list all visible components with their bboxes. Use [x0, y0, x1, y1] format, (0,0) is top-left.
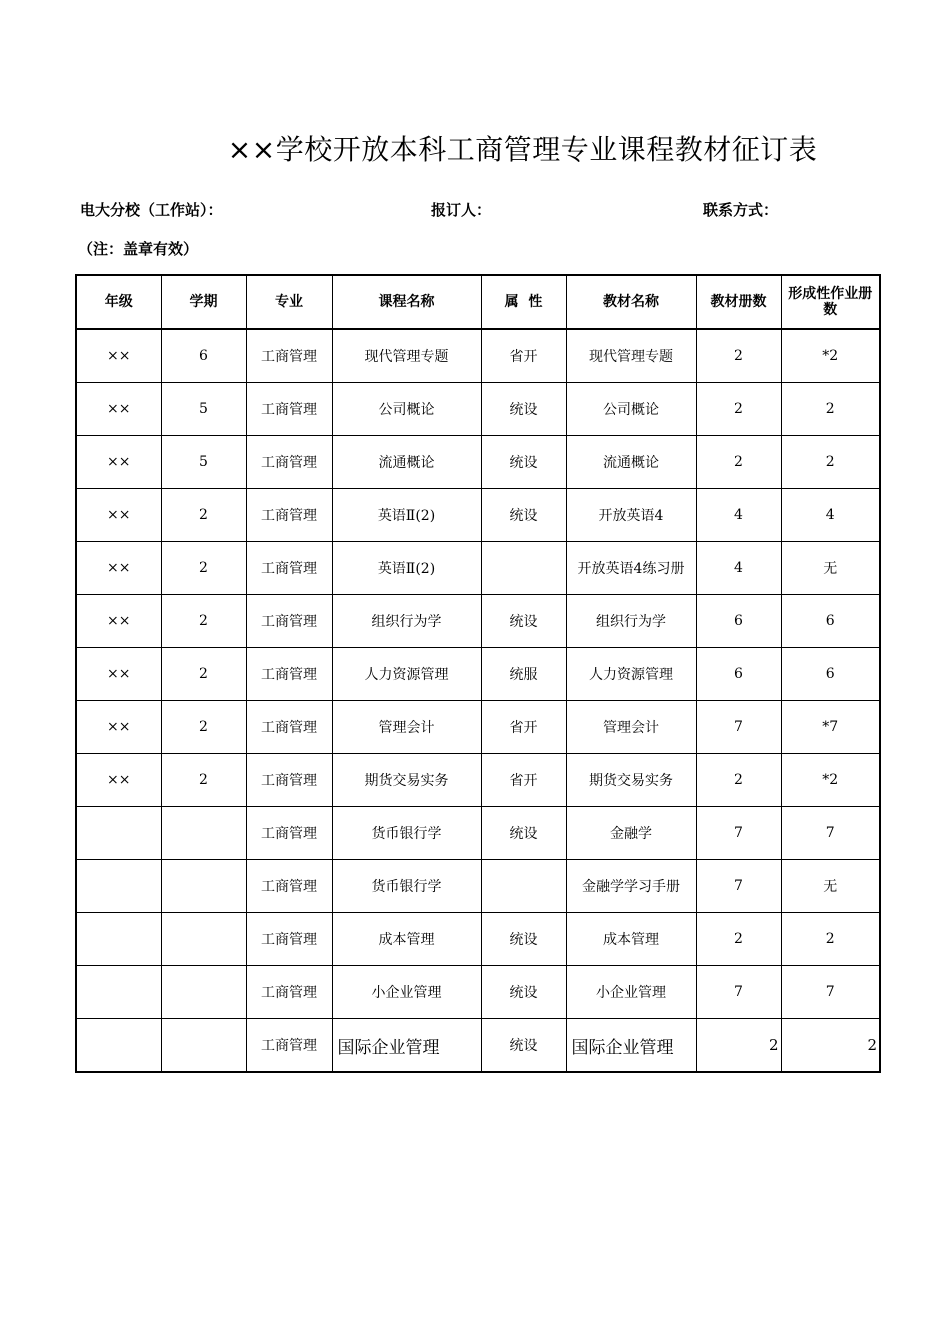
- cell-attribute: 统设: [481, 966, 566, 1019]
- cell-grade: ××: [76, 542, 161, 595]
- cell-grade: ××: [76, 648, 161, 701]
- table-row: [76, 860, 880, 913]
- cell-major: 工商管理: [246, 648, 332, 701]
- cell-major: 工商管理: [246, 383, 332, 436]
- cell-textbook-count: 2: [696, 754, 781, 807]
- cell-major: 工商管理: [246, 329, 332, 383]
- cell-textbook-name: 管理会计: [566, 701, 696, 754]
- cell-textbook-name: 金融学: [566, 807, 696, 860]
- cell-textbook-count: 2: [696, 913, 781, 966]
- cell-attribute: 统设: [481, 436, 566, 489]
- cell-homework-count: 2: [781, 383, 880, 436]
- contact-label: 联系方式：: [703, 201, 779, 219]
- cell-textbook-name: 流通概论: [566, 436, 696, 489]
- cell-course-name: 小企业管理: [332, 966, 481, 1019]
- cell-textbook-count: 2: [696, 383, 781, 436]
- table-row: [76, 383, 880, 436]
- cell-homework-count: 6: [781, 595, 880, 648]
- cell-textbook-count: 7: [696, 966, 781, 1019]
- cell-textbook-name: 成本管理: [566, 913, 696, 966]
- cell-homework-count: 无: [781, 860, 880, 913]
- cell-course-name: 国际企业管理: [332, 1019, 481, 1073]
- cell-course-name: 人力资源管理: [332, 648, 481, 701]
- cell-grade: ××: [76, 489, 161, 542]
- header-textbook-count: 教材册数: [696, 275, 781, 329]
- cell-homework-count: *2: [781, 329, 880, 383]
- table-row: [76, 595, 880, 648]
- cell-attribute: 统设: [481, 913, 566, 966]
- cell-major: 工商管理: [246, 436, 332, 489]
- header-course-name: 课程名称: [332, 275, 481, 329]
- cell-attribute: 统设: [481, 489, 566, 542]
- cell-attribute: 统设: [481, 595, 566, 648]
- cell-course-name: 现代管理专题: [332, 329, 481, 383]
- cell-textbook-count: 7: [696, 807, 781, 860]
- cell-major: 工商管理: [246, 913, 332, 966]
- cell-attribute: [481, 542, 566, 595]
- cell-textbook-name: 组织行为学: [566, 595, 696, 648]
- cell-textbook-count: 6: [696, 595, 781, 648]
- cell-grade: [76, 966, 161, 1019]
- table-row: [76, 1019, 880, 1073]
- cell-attribute: 省开: [481, 329, 566, 383]
- table-row: [76, 913, 880, 966]
- header-attribute: 属 性: [481, 275, 566, 329]
- cell-attribute: 省开: [481, 701, 566, 754]
- cell-attribute: 省开: [481, 754, 566, 807]
- order-table: [75, 274, 881, 1073]
- cell-textbook-count: 2: [696, 1019, 781, 1073]
- cell-textbook-name: 开放英语4练习册: [566, 542, 696, 595]
- cell-semester: [161, 1019, 246, 1073]
- cell-textbook-name: 公司概论: [566, 383, 696, 436]
- cell-textbook-name: 开放英语4: [566, 489, 696, 542]
- cell-course-name: 成本管理: [332, 913, 481, 966]
- cell-grade: ××: [76, 436, 161, 489]
- cell-semester: 2: [161, 701, 246, 754]
- cell-course-name: 期货交易实务: [332, 754, 481, 807]
- cell-course-name: 组织行为学: [332, 595, 481, 648]
- cell-major: 工商管理: [246, 701, 332, 754]
- header-major: 专业: [246, 275, 332, 329]
- cell-textbook-name: 金融学学习手册: [566, 860, 696, 913]
- cell-course-name: 英语Ⅱ(2): [332, 489, 481, 542]
- station-label: 电大分校（工作站）：: [80, 201, 223, 219]
- cell-semester: 2: [161, 648, 246, 701]
- cell-homework-count: 2: [781, 436, 880, 489]
- cell-semester: [161, 913, 246, 966]
- cell-textbook-count: 2: [696, 329, 781, 383]
- header-grade: 年级: [76, 275, 161, 329]
- table-row: [76, 329, 880, 383]
- cell-major: 工商管理: [246, 595, 332, 648]
- cell-major: 工商管理: [246, 542, 332, 595]
- cell-course-name: 公司概论: [332, 383, 481, 436]
- cell-major: 工商管理: [246, 489, 332, 542]
- cell-semester: 5: [161, 436, 246, 489]
- cell-textbook-name: 期货交易实务: [566, 754, 696, 807]
- cell-course-name: 货币银行学: [332, 807, 481, 860]
- cell-major: 工商管理: [246, 966, 332, 1019]
- table-row: [76, 754, 880, 807]
- cell-homework-count: *2: [781, 754, 880, 807]
- cell-grade: ××: [76, 754, 161, 807]
- cell-textbook-count: 2: [696, 436, 781, 489]
- cell-homework-count: 7: [781, 807, 880, 860]
- cell-grade: [76, 860, 161, 913]
- table-row: [76, 701, 880, 754]
- table-row: [76, 436, 880, 489]
- cell-semester: 2: [161, 595, 246, 648]
- cell-semester: 2: [161, 754, 246, 807]
- cell-textbook-name: 人力资源管理: [566, 648, 696, 701]
- table-header-row: [76, 275, 880, 329]
- cell-attribute: [481, 860, 566, 913]
- cell-homework-count: 4: [781, 489, 880, 542]
- cell-major: 工商管理: [246, 1019, 332, 1073]
- cell-semester: 2: [161, 489, 246, 542]
- cell-textbook-name: 现代管理专题: [566, 329, 696, 383]
- cell-course-name: 管理会计: [332, 701, 481, 754]
- cell-grade: ××: [76, 383, 161, 436]
- table-row: [76, 648, 880, 701]
- cell-major: 工商管理: [246, 860, 332, 913]
- cell-grade: [76, 807, 161, 860]
- cell-homework-count: 2: [781, 1019, 880, 1073]
- header-homework-count: 形成性作业册数: [781, 275, 880, 329]
- cell-grade: [76, 913, 161, 966]
- seal-note: （注：盖章有效）: [78, 240, 199, 258]
- cell-grade: ××: [76, 701, 161, 754]
- cell-grade: ××: [76, 329, 161, 383]
- cell-textbook-name: 国际企业管理: [566, 1019, 696, 1073]
- page-title: ××学校开放本科工商管理专业课程教材征订表: [227, 133, 818, 166]
- cell-major: 工商管理: [246, 807, 332, 860]
- cell-semester: [161, 860, 246, 913]
- cell-textbook-count: 4: [696, 489, 781, 542]
- cell-homework-count: 无: [781, 542, 880, 595]
- cell-course-name: 货币银行学: [332, 860, 481, 913]
- cell-textbook-name: 小企业管理: [566, 966, 696, 1019]
- table-row: [76, 542, 880, 595]
- header-semester: 学期: [161, 275, 246, 329]
- cell-course-name: 英语Ⅱ(2): [332, 542, 481, 595]
- cell-textbook-count: 7: [696, 701, 781, 754]
- cell-grade: [76, 1019, 161, 1073]
- orderer-label: 报订人：: [431, 201, 492, 219]
- table-row: [76, 966, 880, 1019]
- cell-attribute: 统服: [481, 648, 566, 701]
- table-row: [76, 807, 880, 860]
- cell-course-name: 流通概论: [332, 436, 481, 489]
- cell-textbook-count: 4: [696, 542, 781, 595]
- cell-major: 工商管理: [246, 754, 332, 807]
- cell-attribute: 统设: [481, 1019, 566, 1073]
- cell-semester: [161, 966, 246, 1019]
- cell-semester: [161, 807, 246, 860]
- cell-textbook-count: 7: [696, 860, 781, 913]
- cell-grade: ××: [76, 595, 161, 648]
- cell-attribute: 统设: [481, 383, 566, 436]
- cell-textbook-count: 6: [696, 648, 781, 701]
- cell-homework-count: 2: [781, 913, 880, 966]
- cell-attribute: 统设: [481, 807, 566, 860]
- cell-homework-count: *7: [781, 701, 880, 754]
- cell-homework-count: 6: [781, 648, 880, 701]
- cell-homework-count: 7: [781, 966, 880, 1019]
- cell-semester: 2: [161, 542, 246, 595]
- cell-semester: 6: [161, 329, 246, 383]
- cell-semester: 5: [161, 383, 246, 436]
- table-row: [76, 489, 880, 542]
- header-textbook-name: 教材名称: [566, 275, 696, 329]
